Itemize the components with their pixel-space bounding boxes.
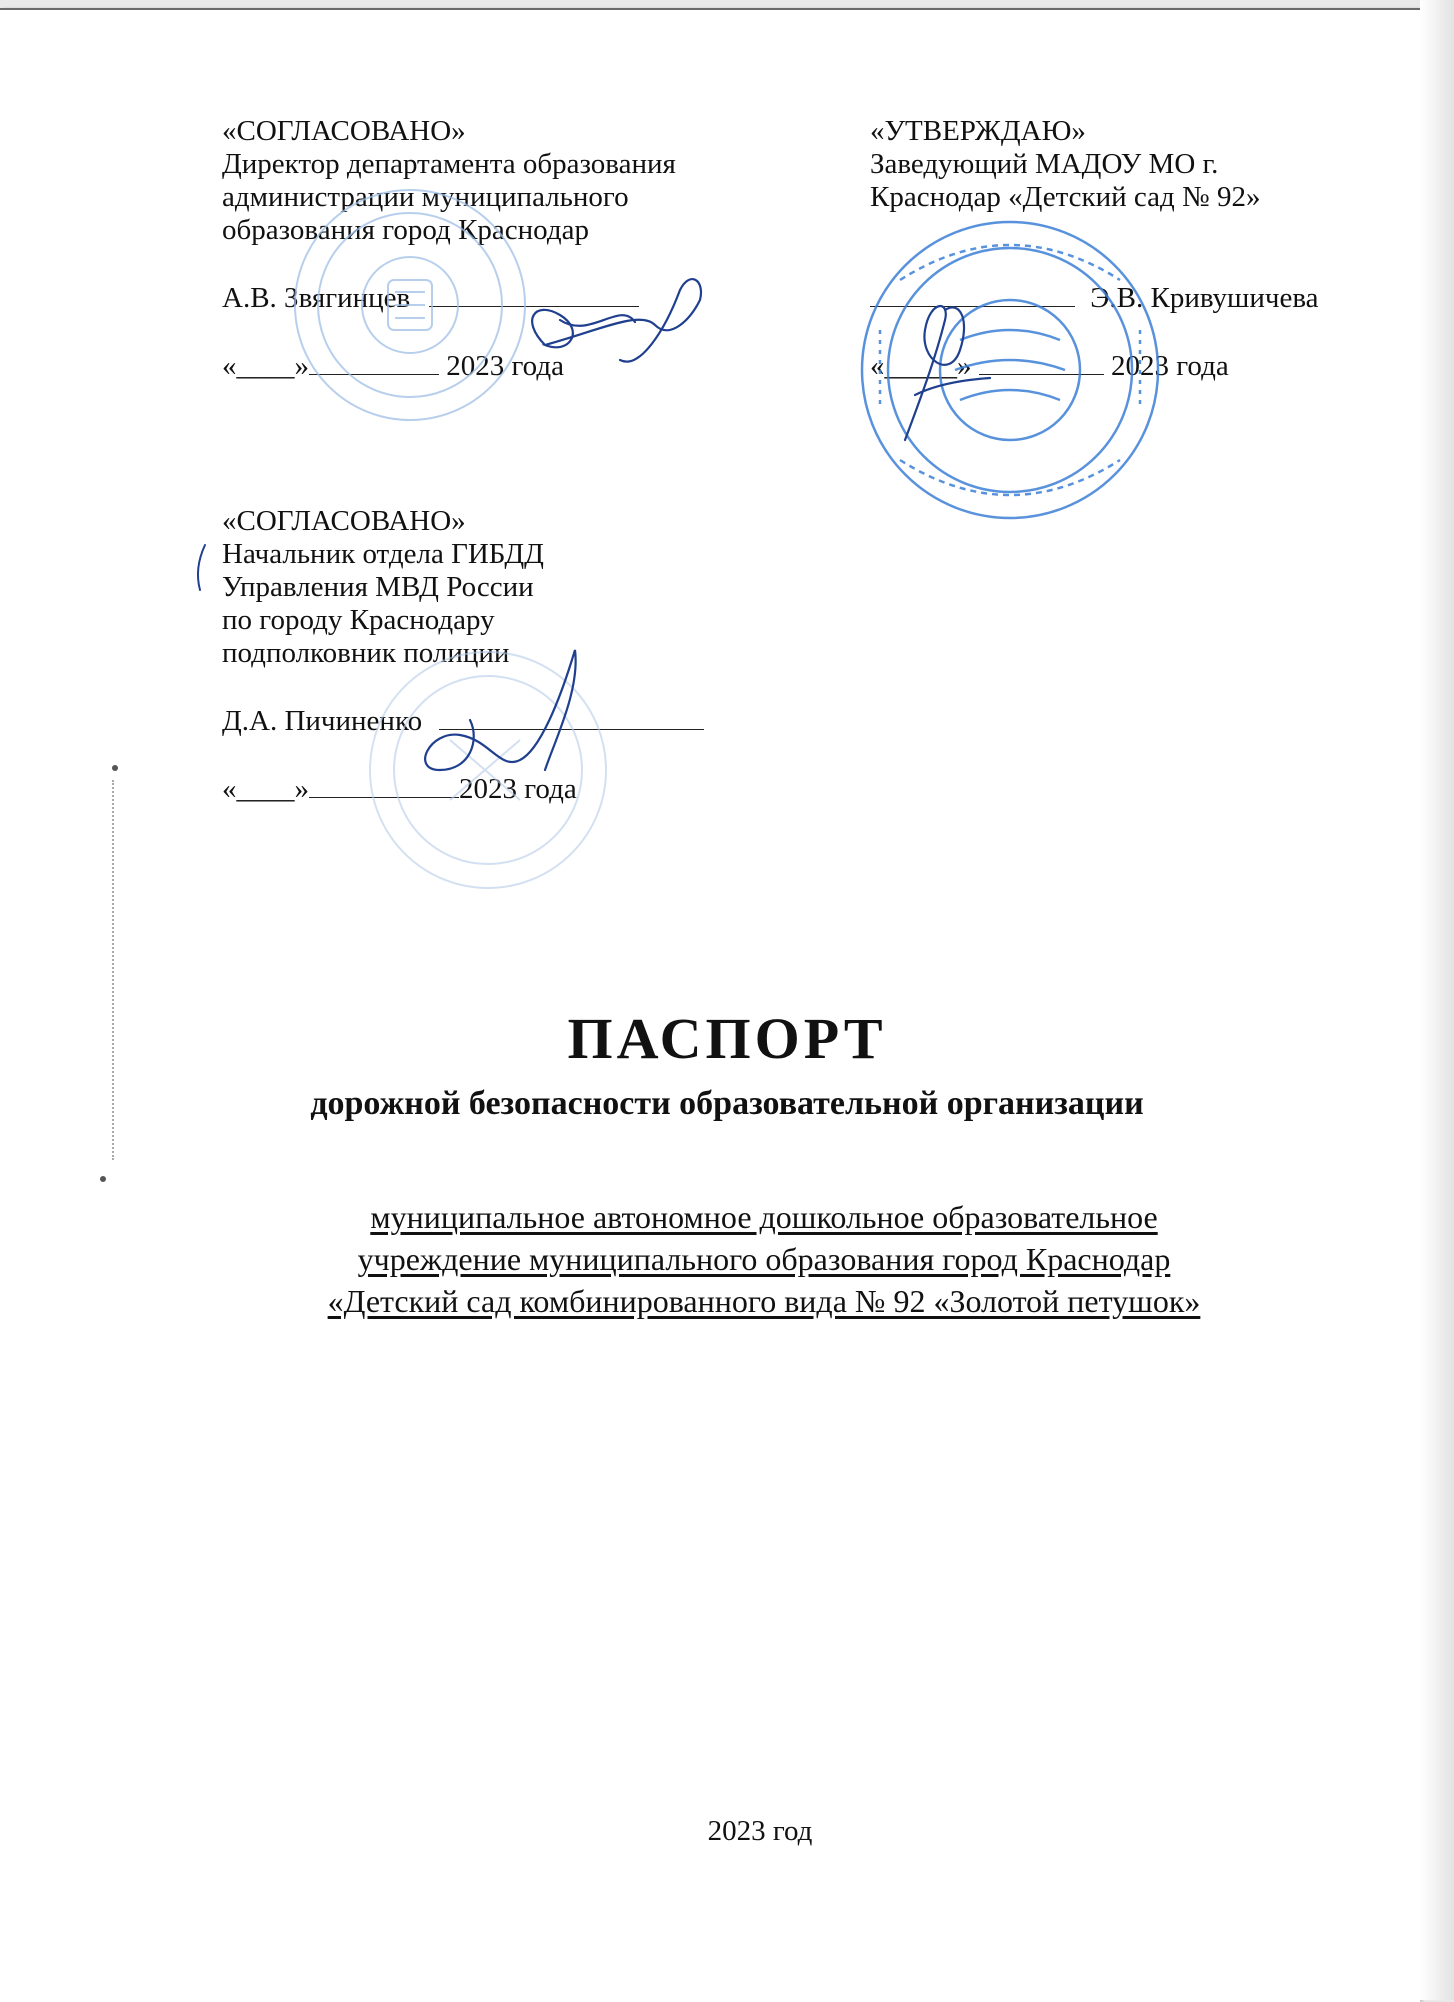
approval-position-line: Управления МВД России: [222, 571, 534, 603]
approval-position-line: по городу Краснодару: [222, 604, 495, 636]
approval-heading: «СОГЛАСОВАНО»: [222, 505, 466, 537]
signer-name: Э.В. Кривушичева: [1090, 282, 1319, 314]
organization-line: учреждение муниципального образования город Краснодар: [357, 1241, 1171, 1277]
approval-heading: «СОГЛАСОВАНО»: [222, 115, 466, 147]
date-day-blank: «____»: [222, 350, 309, 382]
signer-name: Д.А. Пичиненко: [222, 705, 423, 737]
document-title: ПАСПОРТ: [567, 1006, 887, 1071]
approval-position-line: Заведующий МАДОУ МО г.: [870, 148, 1219, 180]
approval-position-line: Директор департамента образования: [222, 148, 676, 180]
approval-heading: «УТВЕРЖДАЮ»: [870, 115, 1086, 147]
approval-position-line: подполковник полиции: [222, 637, 510, 669]
date-month-blank: [309, 348, 439, 375]
date-year: 2023 года: [1111, 350, 1229, 382]
date-year: 2023 года: [446, 350, 564, 382]
approval-position-line: администрации муниципального: [222, 181, 629, 213]
approval-position-line: Начальник отдела ГИБДД: [222, 538, 544, 570]
date-month-blank: [979, 348, 1104, 375]
signer-name: А.В. Звягинцев: [222, 282, 411, 314]
date-year: 2023 года: [459, 773, 577, 805]
approval-block-traffic-police: [222, 505, 704, 806]
organization-line: «Детский сад комбинированного вида № 92 «Золотой петушок»: [327, 1283, 1201, 1319]
signature-line: [870, 280, 1075, 307]
approval-position-line: образования город Краснодар: [222, 214, 589, 246]
organization-name: [0, 1196, 1454, 1322]
date-month-blank: [309, 771, 459, 798]
date-day-blank: «____»: [222, 773, 309, 805]
approval-position-line: Краснодар «Детский сад № 92»: [870, 181, 1261, 213]
signature-line: [429, 280, 639, 307]
date-day-blank: «_____»: [870, 350, 972, 382]
document-subtitle: дорожной безопасности образовательной организации: [310, 1085, 1144, 1122]
signature-line: [439, 703, 704, 730]
approval-block-department: [222, 115, 676, 383]
approval-block-head: [870, 115, 1319, 383]
page-edge-shadow: [1420, 0, 1454, 2000]
organization-line: муниципальное автономное дошкольное образовательное: [370, 1199, 1158, 1235]
document-year: 2023 год: [707, 1815, 813, 1847]
